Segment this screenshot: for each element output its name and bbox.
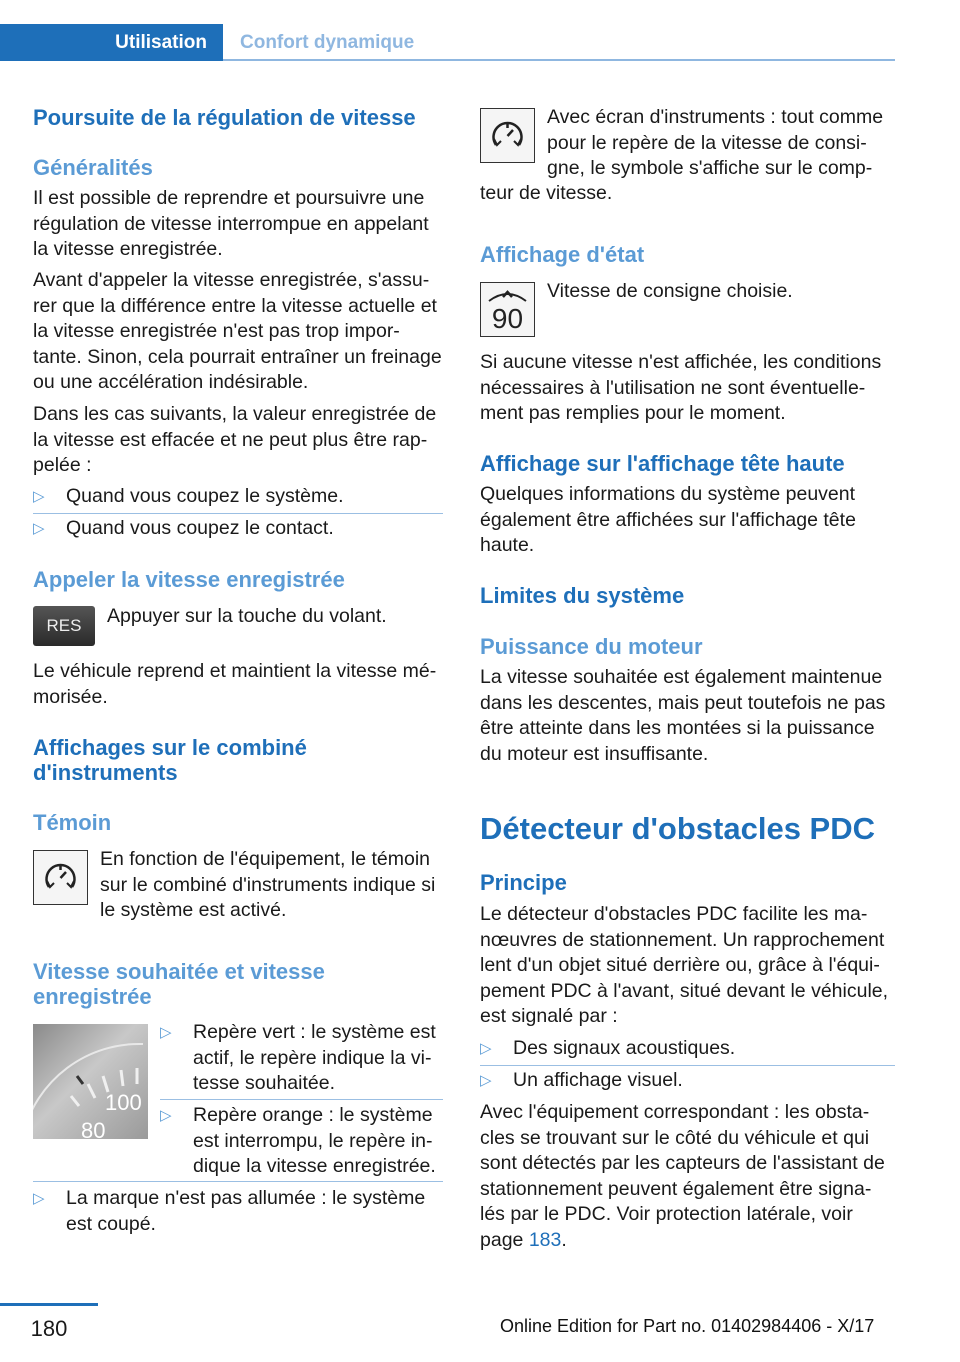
bullet-triangle-icon: ▷ [480, 1072, 492, 1089]
heading-hud: Affichage sur l'affichage tête haute [480, 451, 845, 476]
bullet-triangle-icon: ▷ [33, 1190, 45, 1207]
heading-vitesse-souhaitee: Vitesse souhaitée et vitesse enregistrée [33, 959, 325, 1009]
list-item: ▷ Quand vous coupez le système. [33, 484, 443, 510]
heading-temoin: Témoin [33, 810, 112, 835]
header-divider [223, 59, 895, 61]
etat-description: Vitesse de consigne choisie. [547, 280, 793, 302]
list-item: ▷ Des signaux acoustiques. [480, 1036, 895, 1062]
paragraph-generalites: Il est possible de reprendre et poursuivre une régulation de vitesse interrompue en appelant la vitesse enregistrée. [33, 187, 429, 260]
bullet-triangle-icon: ▷ [33, 520, 45, 537]
tab-utilisation[interactable]: Utilisation [0, 24, 223, 61]
bullet-triangle-icon: ▷ [160, 1107, 172, 1124]
bullet-triangle-icon: ▷ [33, 488, 45, 505]
heading-limites: Limites du système [480, 583, 685, 608]
list-separator [480, 1065, 895, 1066]
res-button-icon: RES [33, 606, 95, 646]
heading-poursuite: Poursuite de la régulation de vitesse [33, 105, 416, 130]
list-item: ▷ Repère vert : le système est actif, le repère indique la vi‐ tesse souhaitée. [160, 1021, 436, 1094]
res-instruction: Appuyer sur la touche du volant. [107, 605, 387, 627]
heading-affichage-etat: Affichage d'état [480, 242, 645, 267]
list-item: ▷ La marque n'est pas allumée : le système est coupé. [33, 1187, 426, 1235]
cruise-control-display-icon [480, 108, 535, 163]
list-item: ▷ Un affichage visuel. [480, 1068, 895, 1094]
set-speed-status-icon: 90 [480, 282, 535, 337]
heading-principe: Principe [480, 870, 567, 895]
bullet-triangle-icon: ▷ [160, 1024, 172, 1041]
paragraph-cas-suivants: Dans les cas suivants, la valeur enregistrée de la vitesse est effacée et ne peut plus être rap‐ pelée : [33, 403, 437, 476]
list-item: ▷ Quand vous coupez le contact. [33, 516, 443, 542]
heading-pdc: Détecteur d'obstacles PDC [480, 811, 875, 846]
edition-note: Online Edition for Part no. 01402984406 - X/17 [500, 1316, 875, 1336]
paragraph-avant-appeler: Avant d'appeler la vitesse enregistrée, s'assu‐ rer que la différence entre la vitesse actuelle et la vitesse enregistrée n'est pas trop impor‐ tante. Sinon, cela pourrait entraîner un freinage ou une accélération indésirable. [33, 269, 442, 393]
heading-generalites: Généralités [33, 155, 153, 180]
ecran-instruments-text: Avec écran d'instruments : tout comme pour le repère de la vitesse de consi‐ gne, le symbole s'affiche sur le comp‐ [547, 106, 884, 179]
heading-puissance: Puissance du moteur [480, 634, 703, 659]
list-separator [33, 1181, 443, 1182]
footer-divider [0, 1303, 98, 1306]
cruise-control-indicator-icon [33, 850, 88, 905]
temoin-description: En fonction de l'équipement, le témoin sur le combiné d'instruments indique si le système est activé. [100, 848, 436, 921]
paragraph-equipement: Avec l'équipement correspondant : les obsta‐ cles se trouvant sur le côté du véhicule et qui sont détectés par les capteurs de l'assistant de stationnement peuvent également être signa‐ lés par le PDC. Voir protection latérale, voir page 183. [480, 1101, 885, 1251]
page-link[interactable]: 183 [528, 1228, 562, 1251]
tab-confort-dynamique[interactable]: Confort dynamique [240, 32, 415, 53]
paragraph-puissance: La vitesse souhaitée est également maintenue dans les descentes, mais peut toutefois ne pas être atteinte dans les montées si la puissance du moteur est insuffisante. [480, 666, 886, 765]
ecran-instruments-text-end: teur de vitesse. [480, 182, 613, 204]
paragraph-hud: Quelques informations du système peuvent également être affichées sur l'affichage tête haute. [480, 483, 856, 556]
list-separator [160, 1099, 443, 1100]
page-number: 180 [30, 1316, 68, 1341]
bullet-triangle-icon: ▷ [480, 1040, 492, 1057]
list-item: ▷ Repère orange : le système est interrompu, le repère in‐ dique la vitesse enregistrée. [160, 1104, 436, 1177]
heading-appeler: Appeler la vitesse enregistrée [33, 567, 345, 592]
heading-affichages-combine: Affichages sur le combiné d'instruments [33, 735, 307, 785]
list-separator [33, 513, 443, 514]
paragraph-principe: Le détecteur d'obstacles PDC facilite les ma‐ nœuvres de stationnement. Un rapprochement lent d'un objet situé derrière ou, grâce à l'équi‐ pement PDC à l'avant, situé devant le véhicule, est signalé par : [480, 903, 889, 1027]
paragraph-vehicule-reprend: Le véhicule reprend et maintient la vitesse mé‐ morisée. [33, 660, 437, 708]
speedometer-image: 100 80 [33, 1024, 148, 1139]
paragraph-aucune-vitesse: Si aucune vitesse n'est affichée, les conditions nécessaires à l'utilisation ne sont éventuelle‐ ment pas remplies pour le moment. [480, 351, 882, 424]
